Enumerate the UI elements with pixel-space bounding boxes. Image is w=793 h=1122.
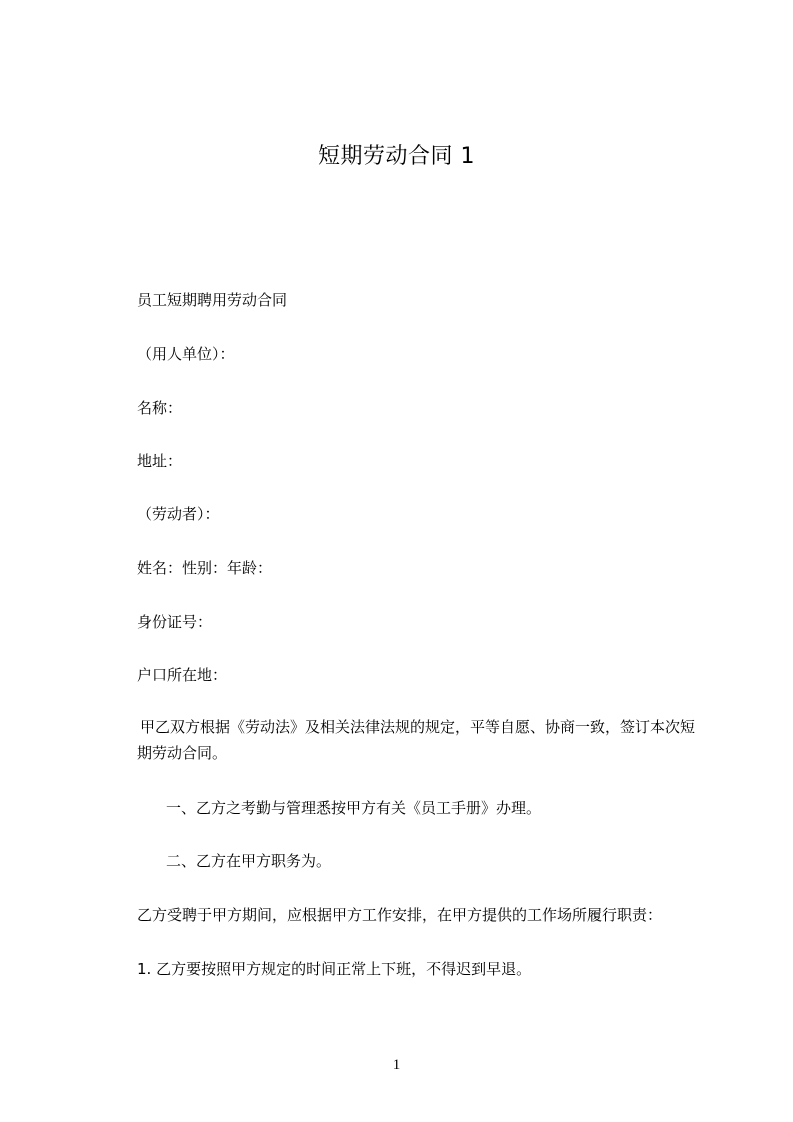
duty-one: 1. 乙方要按照甲方规定的时间正常上下班，不得迟到早退。 bbox=[137, 960, 532, 978]
worker-label: （劳动者）： bbox=[137, 505, 220, 523]
document-title: 短期劳动合同 1 bbox=[318, 144, 475, 169]
employer-label: （用人单位）： bbox=[137, 345, 235, 363]
company-name-label: 名称： bbox=[137, 399, 183, 417]
residence-label: 户口所在地： bbox=[137, 666, 228, 684]
agreement-paragraph: 甲乙双方根据《劳动法》及相关法律法规的规定，平等自愿、协商一致，签订本次短期劳动合同。 bbox=[137, 718, 696, 762]
duties-intro: 乙方受聘于甲方期间，应根据甲方工作安排，在甲方提供的工作场所履行职责： bbox=[137, 906, 663, 924]
clause-one: 一、乙方之考勤与管理悉按甲方有关《员工手册》办理。 bbox=[166, 799, 542, 817]
contract-heading: 员工短期聘用劳动合同 bbox=[137, 291, 288, 309]
id-number-label: 身份证号： bbox=[137, 613, 213, 631]
clause-two: 二、乙方在甲方职务为。 bbox=[166, 852, 332, 870]
personal-info-label: 姓名：性别：年龄： bbox=[137, 559, 273, 577]
page-number: 1 bbox=[392, 1057, 401, 1073]
address-label: 地址： bbox=[137, 452, 183, 470]
